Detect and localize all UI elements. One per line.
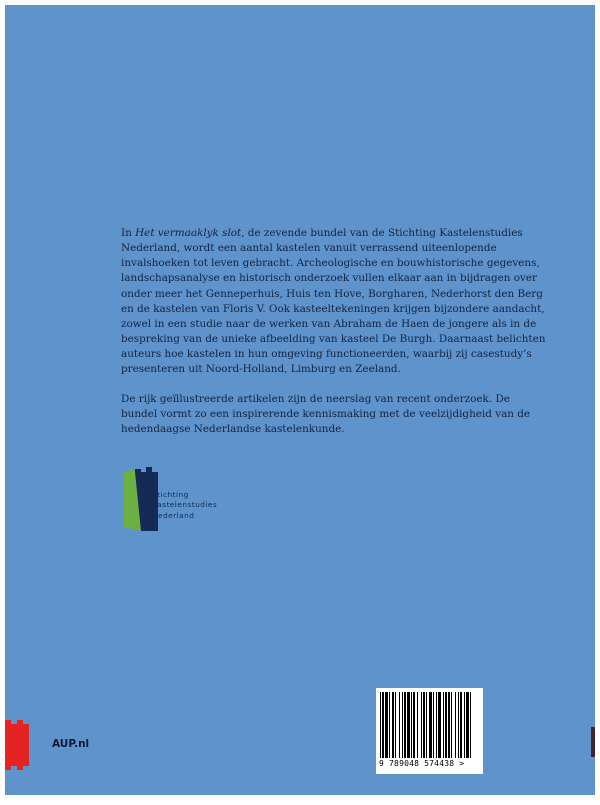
barcode-bar <box>423 692 425 758</box>
isbn-barcode <box>376 688 483 774</box>
blurb-paragraph-1 <box>121 226 546 378</box>
blurb-text <box>121 226 546 437</box>
barcode-bar <box>426 692 427 758</box>
barcode-bar <box>451 692 452 758</box>
barcode-bar <box>385 692 388 758</box>
barcode-bar <box>392 692 394 758</box>
barcode-bar <box>402 692 403 758</box>
blurb-line <box>121 226 523 241</box>
barcode-bar <box>445 692 447 758</box>
blurb-line: auteurs hoe kastelen in hun omgeving functioneerden, waarbij zij casestudy’s <box>121 348 532 361</box>
barcode-bar <box>464 692 465 758</box>
book-back-cover <box>5 5 595 795</box>
barcode-bar <box>380 692 381 758</box>
blurb-line: bespreking van de unieke afbeelding van kasteel De Burgh. Daarnaast belichten <box>121 333 546 346</box>
barcode-bar <box>455 692 456 758</box>
barcode-bar <box>413 692 415 758</box>
barcode-bar <box>417 692 418 758</box>
barcode-bar <box>470 692 471 758</box>
logo-line: Nederland <box>152 510 195 520</box>
barcode-bar <box>382 692 384 758</box>
barcode-bar <box>411 692 412 758</box>
edge-strip <box>591 727 595 757</box>
barcode-bar <box>460 692 462 758</box>
blurb-line: invalshoeken tot leven gebracht. Archeologische en bouwhistorische gegevens, <box>121 257 540 270</box>
blurb-line: bundel vormt zo een inspirerende kennismaking met de veelzijdigheid van de <box>121 407 531 420</box>
blurb-line: onder meer het Genneperhuis, Huis ten Hove, Borgharen, Nederhorst den Berg <box>121 287 543 300</box>
barcode-bar <box>399 692 400 758</box>
barcode-bar <box>443 692 444 758</box>
blurb-paragraph-2 <box>121 392 531 437</box>
blurb-text-fragment: , de zevende bundel van de Stichting Kastelenstudies <box>241 227 523 239</box>
blurb-line: De rijk geïllustreerde artikelen zijn de neerslag van recent onderzoek. De <box>121 392 510 405</box>
barcode-bar <box>395 692 396 758</box>
aup-logo-icon <box>5 720 39 770</box>
barcode-bar <box>466 692 469 758</box>
blurb-line: Nederland, wordt een aantal kastelen vanuit verrassend uiteenlopende <box>121 242 497 255</box>
blurb-text-fragment: In <box>121 227 136 239</box>
logo-wordmark <box>152 490 217 521</box>
barcode-bar <box>433 692 434 758</box>
barcode-bar <box>429 692 432 758</box>
publisher-url: AUP.nl <box>52 738 90 750</box>
barcode-bar <box>407 692 410 758</box>
barcode-bar <box>404 692 406 758</box>
barcode-bar <box>448 692 450 758</box>
barcode-bar <box>389 692 390 758</box>
barcode-bar <box>438 692 441 758</box>
blurb-line: zowel in een studie naar de werken van Abraham de Haen de jongere als in de <box>121 317 537 330</box>
blurb-line: hedendaagse Nederlandse kastelenkunde. <box>121 422 345 435</box>
book-title-italic: Het vermaaklyk slot <box>135 227 242 239</box>
blurb-line: presenteren uit Noord-Holland, Limburg en Zeeland. <box>121 363 401 376</box>
stichting-kastelenstudies-logo <box>121 467 241 535</box>
barcode-bar <box>436 692 437 758</box>
blurb-line: en de kastelen van Floris V. Ook kasteeltekeningen krijgen bijzondere aandacht, <box>121 302 545 315</box>
barcode-bars <box>380 692 479 758</box>
barcode-bar <box>421 692 422 758</box>
barcode-bar <box>458 692 459 758</box>
logo-line: Kastelenstudies <box>152 500 218 510</box>
logo-line: Stichting <box>152 490 189 499</box>
isbn-number: 9 789048 574438 > <box>379 759 465 768</box>
blurb-line: landschapsanalyse en historisch onderzoek vullen elkaar aan in bijdragen over <box>121 272 538 285</box>
